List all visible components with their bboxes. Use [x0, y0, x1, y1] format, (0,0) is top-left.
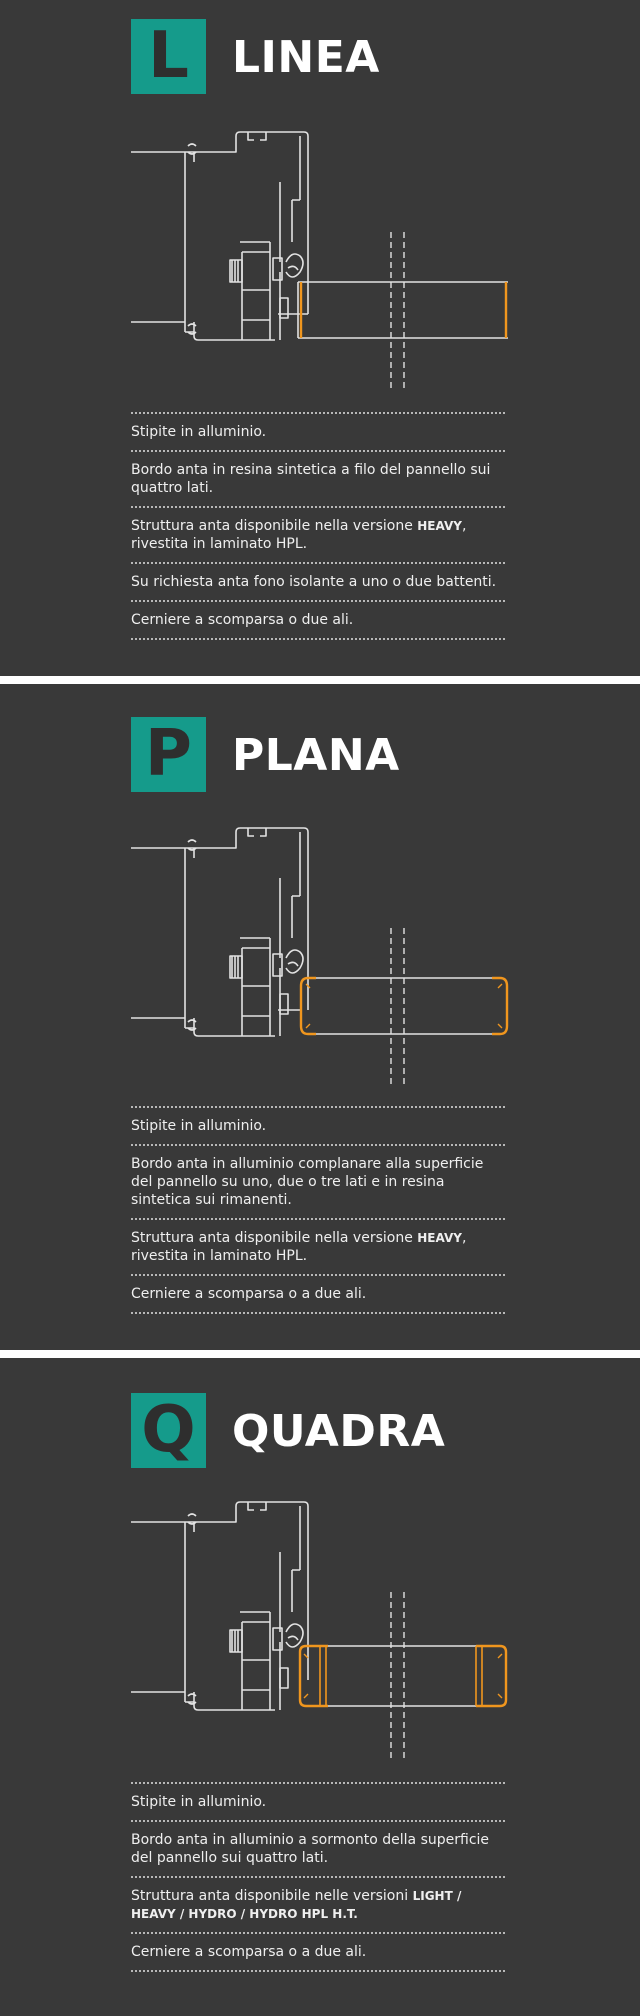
version-highlight: HEAVY — [417, 519, 462, 533]
spec-item: Struttura anta disponibile nella versione HEAVY, rivestita in laminato HPL. — [131, 1230, 467, 1264]
profile-diagram-quadra — [120, 1492, 520, 1762]
spec-item: Stipite in alluminio. — [131, 1118, 267, 1134]
spec-list — [131, 1106, 505, 1314]
spec-list — [131, 412, 505, 640]
spec-item: Su richiesta anta fono isolante a uno o due battenti. — [131, 574, 497, 590]
spec-item: Cerniere a scomparsa o a due ali. — [131, 1944, 367, 1960]
spec-item: Cerniere a scomparsa o due ali. — [131, 612, 354, 628]
dotted-divider — [131, 638, 505, 640]
version-highlight: HEAVY — [417, 1231, 462, 1245]
spec-item: Cerniere a scomparsa o a due ali. — [131, 1286, 367, 1302]
profile-diagram-plana — [120, 818, 520, 1088]
section-letter-badge: L — [131, 19, 206, 94]
section-plana — [0, 684, 640, 1350]
spec-item: Stipite in alluminio. — [131, 1794, 267, 1810]
section-title: QUADRA — [232, 1406, 446, 1457]
spec-item: Bordo anta in resina sintetica a filo del pannello sui quattro lati. — [131, 462, 491, 496]
spec-item: Bordo anta in alluminio complanare alla superficie del pannello su uno, due o tre lati e in resina sintetica sui rimanenti. — [131, 1156, 484, 1208]
spec-item: Struttura anta disponibile nelle versioni LIGHT / HEAVY / HYDRO / HYDRO HPL H.T. — [131, 1888, 462, 1921]
section-title: LINEA — [232, 32, 380, 83]
spec-item: Bordo anta in alluminio a sormonto della superficie del pannello sui quattro lati. — [131, 1832, 490, 1866]
spec-item: Stipite in alluminio. — [131, 424, 267, 440]
section-letter-badge: Q — [131, 1393, 206, 1468]
profile-diagram-linea — [120, 122, 520, 392]
spec-list — [131, 1782, 505, 1972]
section-title: PLANA — [232, 730, 400, 781]
spec-item: Struttura anta disponibile nella versione HEAVY, rivestita in laminato HPL. — [131, 518, 467, 552]
version-highlight: LIGHT / HEAVY / HYDRO / HYDRO HPL H.T. — [131, 1889, 462, 1921]
dotted-divider — [131, 1970, 505, 1972]
section-linea — [0, 0, 640, 676]
dotted-divider — [131, 1312, 505, 1314]
section-quadra — [0, 1358, 640, 2016]
section-letter-badge: P — [131, 717, 206, 792]
